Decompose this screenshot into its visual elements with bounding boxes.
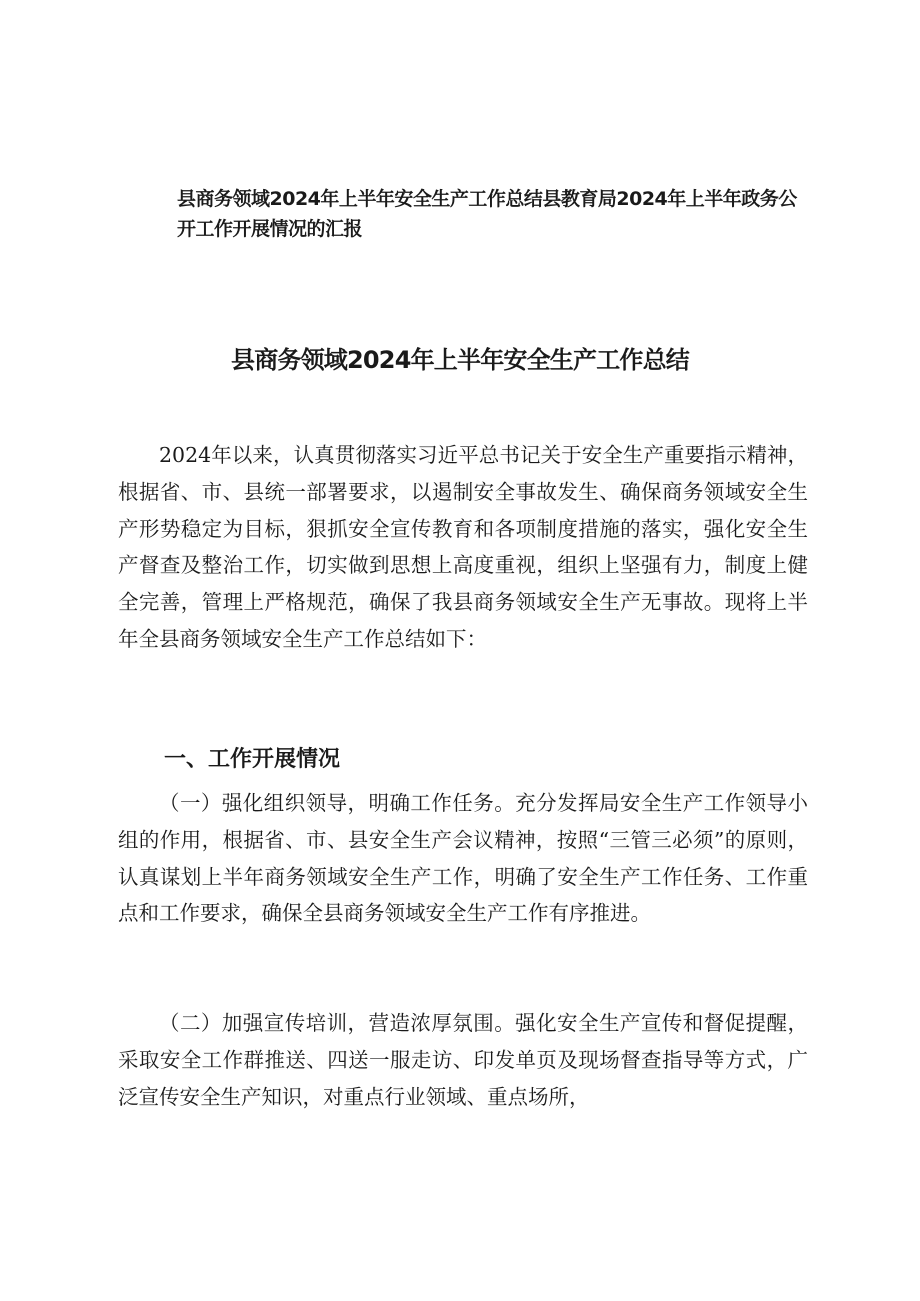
section-heading-1: 一、工作开展情况 [164,747,341,772]
intro-paragraph: 2024年以来，认真贯彻落实习近平总书记关于安全生产重要指示精神，根据省、市、县统一部署要求，以遏制安全事故发生、确保商务领域安全生产形势稳定为目标，狠抓安全宣传教育和各项制度措施的落实，强化安全生产督查及整治工作，切实做到思想上高度重视，组织上坚强有力，制度上健全完善，管理上严格规范，确保了我县商务领域安全生产无事故。现将上半年全县商务领域安全生产工作总结如下： [118,443,808,651]
subsection-paragraph-1: （一）强化组织领导，明确工作任务。充分发挥局安全生产工作领导小组的作用，根据省、市、县安全生产会议精神，按照“三管三必须”的原则，认真谋划上半年商务领域安全生产工作，明确了安全生产工作任务、工作重点和工作要求，确保全县商务领域安全生产工作有序推进。 [118,791,808,926]
subsection-paragraph-2: （二）加强宣传培训，营造浓厚氛围。强化安全生产宣传和督促提醒，采取安全工作群推送、四送一服走访、印发单页及现场督查指导等方式，广泛宣传安全生产知识，对重点行业领域、重点场所， [118,1011,808,1109]
document-title: 县商务领域2024年上半年安全生产工作总结 [231,346,689,374]
header-title: 县商务领域2024年上半年安全生产工作总结县教育局2024年上半年政务公开工作开展情况的汇报 [177,188,797,240]
